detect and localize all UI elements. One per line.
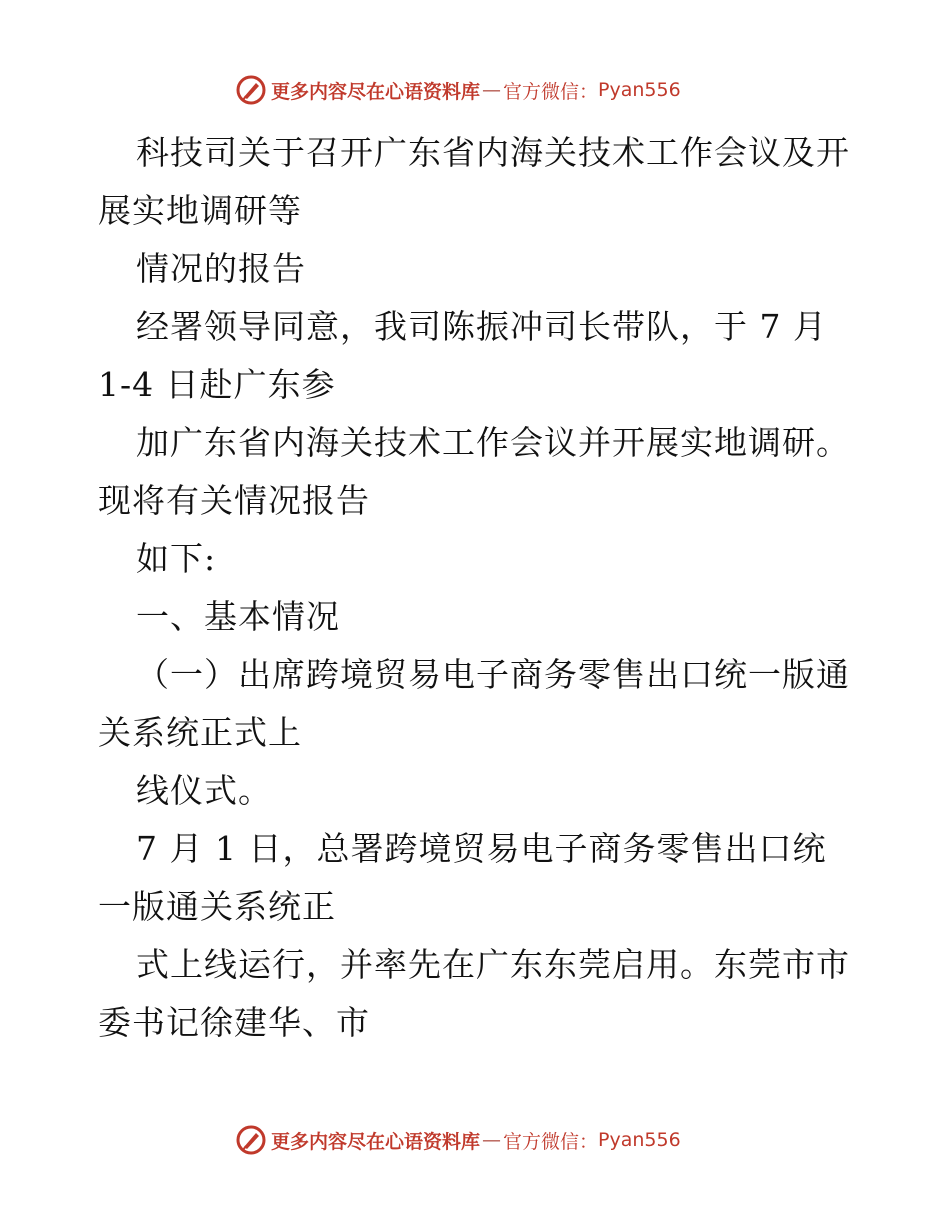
watermark-wechat-id: Pyan556 (598, 1129, 681, 1151)
watermark-main-text: 更多内容尽在心语资料库 (271, 1130, 481, 1153)
text-line: 一、基本情况 (136, 597, 340, 636)
watermark-separator: — (482, 79, 502, 101)
document-body (98, 124, 868, 1052)
text-line: 式上线运行，并率先在广东东莞启用。东莞市市 (136, 945, 850, 984)
quill-pen-logo-icon (235, 1124, 267, 1156)
text-line: （一）出席跨境贸易电子商务零售出口统一版通 (136, 655, 850, 694)
watermark-label: 官方微信： (503, 1130, 599, 1153)
text-line: 一版通关系统正 (98, 887, 336, 926)
quill-pen-logo-icon (235, 74, 267, 106)
watermark-wechat-id: Pyan556 (598, 79, 681, 101)
text-line: 委书记徐建华、市 (98, 1003, 370, 1042)
text-line: 科技司关于召开广东省内海关技术工作会议及开 (136, 133, 850, 172)
text-line: 7 月 1 日，总署跨境贸易电子商务零售出口统 (136, 829, 827, 868)
text-line: 情况的报告 (136, 249, 306, 288)
text-line: 加广东省内海关技术工作会议并开展实地调研。 (136, 423, 850, 462)
watermark-header (235, 72, 681, 108)
text-line: 关系统正式上 (98, 713, 302, 752)
text-line: 现将有关情况报告 (98, 481, 370, 520)
text-line: 展实地调研等 (98, 191, 302, 230)
text-line: 如下: (136, 539, 217, 578)
watermark-main-text: 更多内容尽在心语资料库 (271, 80, 481, 103)
text-line: 经署领导同意，我司陈振冲司长带队，于 7 月 (136, 307, 827, 346)
watermark-separator: — (482, 1129, 502, 1151)
text-line: 1-4 日赴广东参 (98, 365, 336, 404)
watermark-footer (235, 1122, 681, 1158)
watermark-label: 官方微信： (503, 80, 599, 103)
text-line: 线仪式。 (136, 771, 272, 810)
